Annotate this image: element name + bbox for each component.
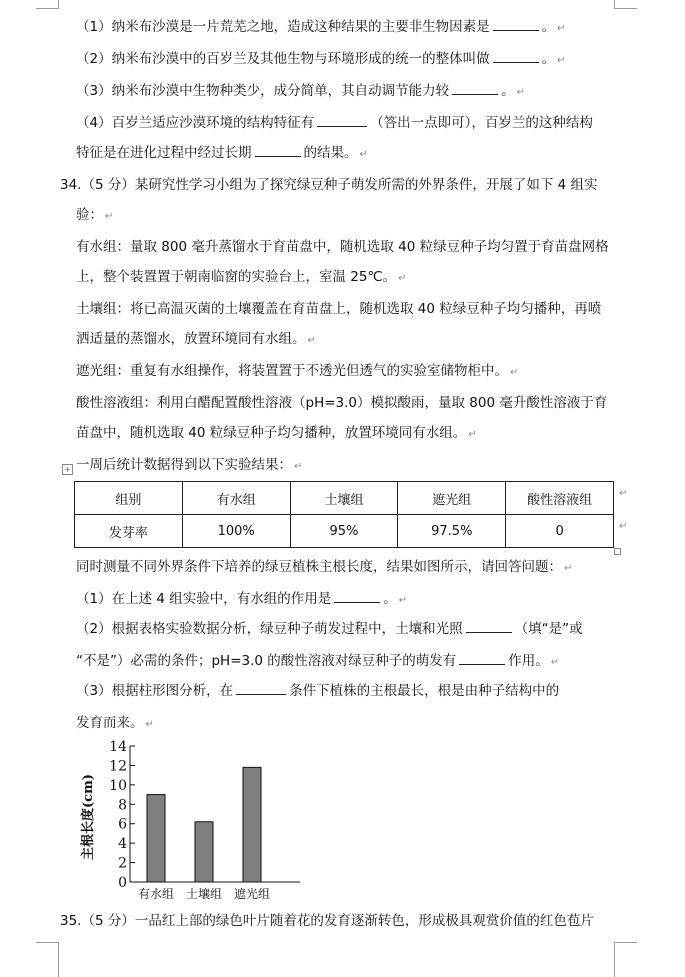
group-soil-cont: 洒适量的蒸馏水，放置环境同有水组。 ↵ xyxy=(76,331,316,347)
answer-blank[interactable] xyxy=(493,50,539,63)
table-cell: 95% xyxy=(290,515,398,548)
bar-3 xyxy=(243,767,261,882)
table-resize-handle-icon[interactable] xyxy=(614,548,621,555)
table-header-cell: 组别 xyxy=(75,482,183,515)
answer-blank[interactable] xyxy=(255,144,301,157)
table-row-label: 发芽率 xyxy=(75,515,183,548)
answer-blank[interactable] xyxy=(334,590,380,603)
germination-table xyxy=(74,481,614,548)
answer-blank[interactable] xyxy=(236,682,286,695)
bar-2 xyxy=(195,822,213,882)
table-header-cell: 有水组 xyxy=(182,482,290,515)
y-tick-label: 8 xyxy=(118,797,127,814)
bar-1 xyxy=(147,795,165,882)
table-header-row xyxy=(75,482,614,515)
q33-part4: （4）百岁兰适应沙漠环境的结构特征有 （答出一点即可），百岁兰的这种结构 xyxy=(76,115,593,131)
table-cell: 97.5% xyxy=(398,515,506,548)
answer-blank[interactable] xyxy=(493,18,539,31)
y-tick-label: 14 xyxy=(109,739,127,755)
table-header-cell: 酸性溶液组 xyxy=(506,482,614,515)
answer-blank[interactable] xyxy=(466,620,512,633)
q34-stem: 34.（5 分）某研究性学习小组为了探究绿豆种子萌发所需的外界条件，开展了如下 4 组实 xyxy=(60,177,598,193)
results-intro: 一周后统计数据得到以下实验结果： ↵ xyxy=(76,457,303,473)
y-tick-label: 4 xyxy=(118,836,127,853)
sub-question-3-cont: 发育而来。 ↵ xyxy=(76,715,154,731)
answer-blank[interactable] xyxy=(317,114,367,127)
chart-y-axis-label: 主根长度(cm) xyxy=(81,774,96,860)
y-tick-label: 12 xyxy=(109,758,127,775)
answer-blank[interactable] xyxy=(452,82,498,95)
group-water: 有水组：量取 800 毫升蒸馏水于育苗盘中，随机选取 40 粒绿豆种子均匀置于育苗盘网格 xyxy=(76,239,609,255)
table-move-handle-icon[interactable]: + xyxy=(62,464,73,475)
chart-bars xyxy=(147,767,261,882)
group-acid: 酸性溶液组：利用白醋配置酸性溶液（pH=3.0）模拟酸雨，量取 800 毫升酸性溶液于育 xyxy=(76,395,608,411)
sub-question-1: （1）在上述 4 组实验中，有水组的作用是 。 ↵ xyxy=(76,591,408,607)
group-acid-cont: 苗盘中，随机选取 40 粒绿豆种子均匀播种，放置环境同有水组。 ↵ xyxy=(76,425,477,441)
measure-intro: 同时测量不同外界条件下培养的绿豆植株主根长度，结果如图所示，请回答问题： ↵ xyxy=(76,559,573,575)
group-soil: 土壤组：将已高温灭菌的土壤覆盖在育苗盘上，随机选取 40 粒绿豆种子均匀播种，再喷 xyxy=(76,301,602,317)
corner-mark-tr xyxy=(614,0,637,9)
x-category-label: 遮光组 xyxy=(233,887,271,901)
group-water-cont: 上，整个装置置于朝南临窗的实验台上，室温 25℃。 ↵ xyxy=(76,269,407,285)
table-header-cell: 土壤组 xyxy=(290,482,398,515)
q33-part4-cont: 特征是在进化过程中经过长期 的结果。 ↵ xyxy=(76,145,368,161)
table-row xyxy=(75,515,614,548)
table-cell: 0 xyxy=(506,515,614,548)
y-tick-label: 2 xyxy=(118,855,127,872)
x-category-label: 有水组 xyxy=(137,887,175,901)
q35-stem: 35.（5 分）一品红上部的绿色叶片随着花的发育逐渐转色，形成极具观赏价值的红色苞片 xyxy=(60,913,594,929)
y-tick-label: 6 xyxy=(118,816,127,833)
x-category-label: 土壤组 xyxy=(185,887,223,901)
answer-blank[interactable] xyxy=(459,652,505,665)
corner-mark-tl xyxy=(36,0,59,9)
corner-mark-bl xyxy=(36,942,59,977)
sub-question-3: （3）根据柱形图分析，在 条件下植株的主根最长，根是由种子结构中的 xyxy=(76,683,560,699)
group-dark: 遮光组：重复有水组操作，将装置置于不透光但透气的实验室储物柜中。 ↵ xyxy=(76,363,519,379)
table-cell: 100% xyxy=(182,515,290,548)
y-tick-label: 0 xyxy=(118,875,127,891)
sub-question-2-cont: “不是”）必需的条件；pH=3.0 的酸性溶液对绿豆种子的萌发有 作用。 ↵ xyxy=(76,653,560,669)
q33-part1: （1）纳米布沙漠是一片荒芜之地，造成这种结果的主要非生物因素是 。 ↵ xyxy=(76,19,566,35)
q33-part3: （3）纳米布沙漠中生物种类少，成分简单，其自动调节能力较 。 ↵ xyxy=(76,83,525,99)
q33-part2: （2）纳米布沙漠中的百岁兰及其他生物与环境形成的统一的整体叫做 。 ↵ xyxy=(76,51,566,67)
root-length-chart xyxy=(70,736,320,908)
table-header-cell: 遮光组 xyxy=(398,482,506,515)
sub-question-2: （2）根据表格实验数据分析，绿豆种子萌发过程中，土壤和光照 （填“是”或 xyxy=(76,621,583,637)
corner-mark-br xyxy=(614,942,637,977)
q34-stem-cont: 验： ↵ xyxy=(76,207,114,223)
y-tick-label: 10 xyxy=(109,777,127,794)
